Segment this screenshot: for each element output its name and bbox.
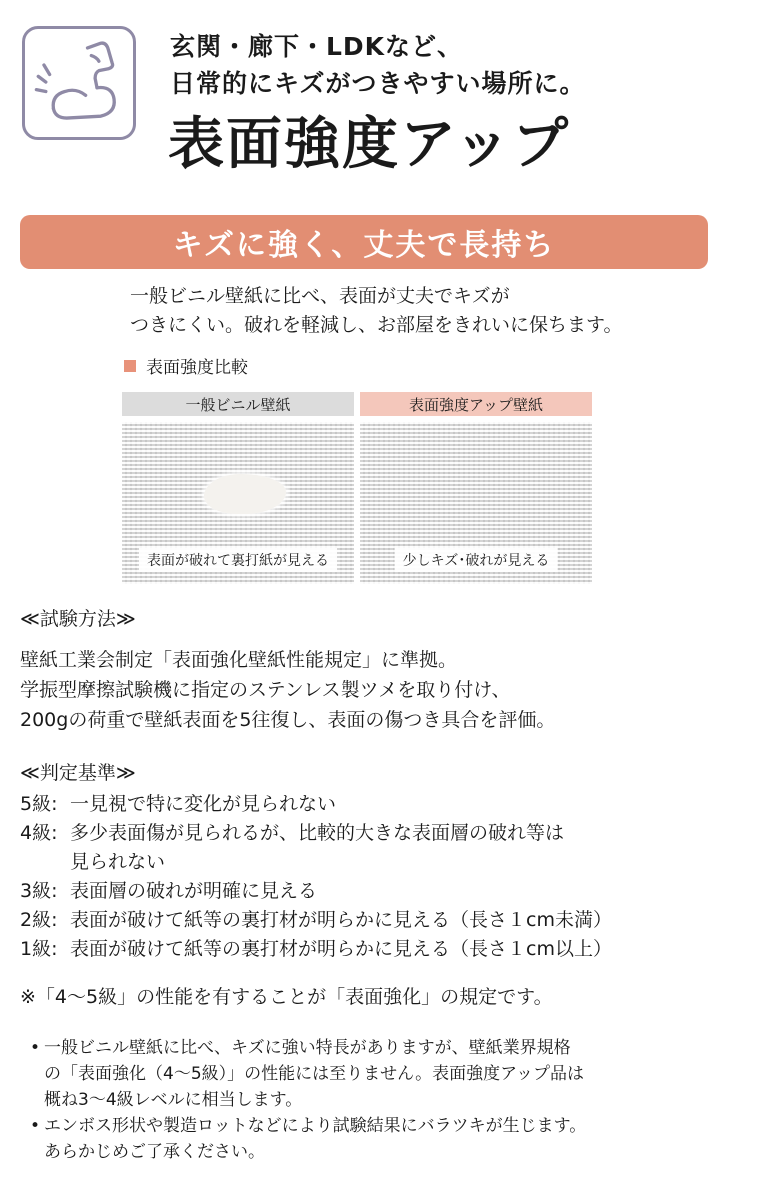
comparison-panel-standard (122, 392, 354, 584)
lead-text (130, 282, 622, 340)
grade-label: 2級: (20, 909, 58, 931)
grade-label: 5級: (20, 793, 58, 815)
bullet-icon: • (30, 1038, 41, 1058)
comparison-panel-reinforced (360, 392, 592, 584)
criteria-list (20, 790, 612, 964)
sample-result-label: 表面が破れて裏打紙が見える (139, 548, 337, 572)
note-line: 概ね3～4級レベルに相当します。 (44, 1090, 303, 1110)
note-item (30, 1035, 586, 1113)
page-title: 表面強度アップ (168, 112, 571, 177)
subhead-line: 玄関・廊下・LDKなど、 (170, 32, 464, 61)
test-method-line: 壁紙工業会制定「表面強化壁紙性能規定」に準拠。 (20, 649, 458, 671)
grade-row (20, 790, 612, 819)
grade-label: 1級: (20, 938, 58, 960)
test-method-body (20, 645, 555, 735)
square-marker-icon (124, 360, 136, 372)
grade-desc: 多少表面傷が見られるが、比較的大きな表面層の破れ等は (70, 822, 565, 844)
grade-desc: 表面層の破れが明確に見える (70, 880, 318, 902)
criteria-note: ※「4～5級」の性能を有することが「表面強化」の規定です。 (20, 986, 553, 1008)
grade-desc: 表面が破けて紙等の裏打材が明らかに見える（長さ１cm以上） (70, 938, 612, 960)
note-line: 一般ビニル壁紙に比べ、キズに強い特長がありますが、壁紙業界規格 (44, 1038, 571, 1058)
wallpaper-sample-image (360, 422, 592, 584)
grade-row (20, 935, 612, 964)
comparison-title-text: 表面強度比較 (146, 358, 248, 378)
criteria-heading: ≪判定基準≫ (20, 762, 136, 784)
lead-line: 一般ビニル壁紙に比べ、表面が丈夫でキズが (130, 285, 510, 307)
grade-desc-continued: 見られない (70, 851, 166, 873)
panel-caption: 一般ビニル壁紙 (122, 392, 354, 416)
note-line: の「表面強化（4～5級）」の性能には至りません。表面強度アップ品は (44, 1064, 584, 1084)
note-line: エンボス形状や製造ロットなどにより試験結果にバラツキが生じます。 (44, 1116, 587, 1136)
wallpaper-sample-image (122, 422, 354, 584)
feature-banner: キズに強く、丈夫で長持ち (20, 215, 708, 269)
flexed-arm-icon (22, 26, 136, 140)
subhead-line: 日常的にキズがつきやすい場所に。 (170, 69, 586, 98)
grade-label: 3級: (20, 880, 58, 902)
note-line: あらかじめご了承ください。 (44, 1142, 265, 1162)
grade-desc: 一見視で特に変化が見られない (70, 793, 337, 815)
comparison-title (124, 353, 248, 378)
grade-row (20, 906, 612, 935)
test-method-heading: ≪試験方法≫ (20, 608, 136, 630)
subhead (170, 28, 586, 102)
grade-label: 4級: (20, 822, 58, 844)
sample-result-label: 少しキズ･破れが見える (395, 548, 558, 572)
note-item (30, 1113, 586, 1165)
lead-line: つきにくい。破れを軽減し、お部屋をきれいに保ちます。 (130, 314, 623, 336)
grade-desc: 表面が破けて紙等の裏打材が明らかに見える（長さ１cm未満） (70, 909, 612, 931)
notes-list (30, 1035, 586, 1165)
grade-row (20, 819, 612, 848)
test-method-line: 200gの荷重で壁紙表面を5往復し、表面の傷つき具合を評価。 (20, 709, 556, 731)
panel-caption: 表面強度アップ壁紙 (360, 392, 592, 416)
test-method-line: 学振型摩擦試験機に指定のステンレス製ツメを取り付け、 (20, 679, 511, 701)
grade-row (20, 877, 612, 906)
bullet-icon: • (30, 1116, 41, 1136)
tear-mark (204, 474, 286, 514)
